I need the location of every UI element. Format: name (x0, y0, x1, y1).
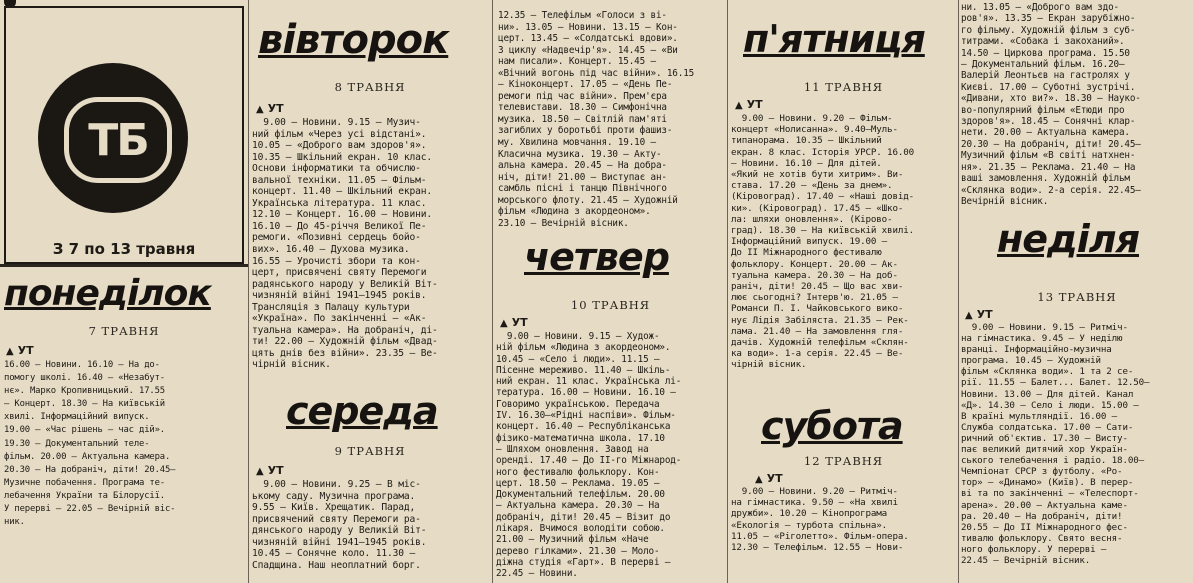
day-date: 8 ТРАВНЯ (334, 80, 406, 94)
column-5 (961, 0, 1193, 583)
day-friday (731, 16, 956, 371)
day-title: вівторок (258, 17, 449, 63)
day-date: 13 ТРАВНЯ (1037, 290, 1117, 304)
column-rule (958, 0, 959, 583)
day-saturday (731, 404, 956, 553)
column-1 (0, 0, 248, 583)
channel-label: ▲ УТ (965, 308, 993, 321)
channel-label: ▲ УТ (6, 344, 34, 357)
tv-logo-block (4, 6, 244, 264)
day-title: субота (761, 404, 903, 448)
program-listing: 9.00 — Новини. 9.15 — Худож- ній фільм «Людина з акордеоном». 10.45 — «Село і люди». 11.15 — Пісенне мереживо. 11.40 — Шкіль- ний екран. 11 клас. Українська лі- тература. 16.00 — Новини. 16.10 — Говоримо українською. Передача IV. 16.30—«Рідні наспіви». Фільм- концерт. 16.40 — Республіканська фізико-математична школа. 17.10 — Шляхом оновлення. Завод на оренді. 17.40 — До ІІ-го Міжнарод- ного фестивалю фольклору. Кон- церт. 18.50 — Реклама. 19.05 — Документальний телефільм. 20.00 — Актуальна камера. 20.30 — На добраніч, діти! 20.45 — Візит до лікаря. Вчимося володіти собою. 21.00 — Музичний фільм «Наче дерево гілками». 21.30 — Моло- діжна студія «Гарт». В перерві — 22.45 — Новини. (496, 331, 682, 580)
day-title: неділя (997, 217, 1139, 261)
day-title: п'ятниця (743, 17, 925, 61)
day-title: понеділок (4, 273, 211, 314)
day-tuesday (252, 16, 488, 371)
day-date: 10 ТРАВНЯ (570, 298, 651, 312)
program-listing: 9.00 — Новини. 9.15 — Музич- ний фільм «Через усі відстані». 10.05 — «Доброго вам здоров'я». 10.35 — Шкільний екран. 10 клас. Основи інформатики та обчислю- вальної техніки. 11.05 — Фільм- концерт. 11.40 — Шкільний екран. Українська література. 11 клас. 12.10 — Концерт. 16.00 — Новини. 16.10 — До 45-річчя Великої Пе- ремоги. «Позивні сердець бойо- вих». 16.40 — Духова музика. 16.55 — Урочисті збори та кон- церт, присвячені святу Перемоги радянського народу у Великій Віт- чизняній війні 1941—1945 років. Трансляція з Палацу культури «Україна». По закінченні — «Ак- туальна камера». На добраніч, ді- ти! 22.00 — Художній фільм «Двад- цять днів без війни». 23.35 — Ве- чірній вісник. (252, 117, 438, 371)
tv-logo-icon (38, 63, 188, 213)
day-sunday (961, 216, 1193, 566)
program-listing: 9.00 — Новини. 9.20 — Фільм- концерт «Нолисанна». 9.40—Муль- типанорама. 10.35 — Шкільний екран. 8 клас. Історія УРСР. 16.00 — Новини. 16.10 — Для дітей. «Який не хотів бути хитрим». Ви- става. 17.20 — «День за днем». (Кіровоград). 17.40 — «Наші довід- ки». (Кіровоград). 17.45 — «Шко- ла: шляхи оновлення». (Кірово- град). 18.30 — На київській хвилі. Інформаційний випуск. 19.00 — До ІІ Міжнародного фестивалю фольклору. Концерт. 20.00 — Ак- туальна камера. 20.30 — На доб- раніч, діти! 20.45 — Що вас хви- лює сьогодні? Інтерв'ю. 21.05 — Романси П. І. Чайковського вико- нує Лідія Забіляста. 21.35 — Рек- лама. 21.40 — На замовлення гля- дачів. Художній телефільм «Склян- ка води». 1-а серія. 22.45 — Ве- чірній вісник. (731, 113, 914, 371)
day-date: 7 ТРАВНЯ (88, 324, 160, 338)
channel-label: ▲ УТ (735, 98, 763, 111)
program-listing: 9.00 — Новини. 9.20 — Ритміч- на гімнастика. 9.50 — «На хвилі дружби». 10.20 — Кінопрограма «Екологія — турбота спільна». 11.05 — «Ріголетто». Фільм-опера. 12.30 — Телефільм. 12.55 — Нови- (731, 486, 909, 554)
triangle-icon: ▲ (735, 100, 743, 111)
program-listing: 9.00 — Новини. 9.15 — Ритміч- на гімнастика. 9.45 — У неділю вранці. Інформаційно-музична програма. 10.45 — Художній фільм «Склянка води». 1 та 2 се- рії. 11.55 — Балет... Балет. 12.50— Новини. 13.00 — Для дітей. Канал «Д». 14.30 — Село і люди. 15.00 — В країні мультляндії. 16.00 — Служба солдатська. 17.00 — Сати- ричний об'єктив. 17.30 — Висту- пає великий дитячий хор Україн- ського телебачення і радіо. 18.00— Чемпіонат СРСР з футболу. «Ро- тор» — «Динамо» (Київ). В перер- ві та по закінченні — «Телеспорт- арена». 20.00 — Актуальна каме- ра. 20.40 — На добраніч, діти! 20.55 — До ІІ Міжнародного фес- тивалю фольклору. Свято весня- ного фольклору. У перерві — 22.45 — Вечірній вісник. (961, 322, 1150, 566)
channel-label: ▲ УТ (256, 102, 284, 115)
program-listing: 9.00 — Новини. 9.25 — В міс- ькому саду. Музична програма. 9.55 — Київ. Хрещатик. Парад, присвячений святу Перемоги ра- дянського народу у Великій Віт- чизняній війні 1941—1945 років. 10.45 — Сонячне коло. 11.30 — Спадщина. Наш неоплатний борг. (252, 479, 427, 571)
section-divider (0, 264, 248, 267)
channel-label: ▲ УТ (755, 472, 783, 485)
triangle-icon: ▲ (256, 466, 264, 477)
channel-label: ▲ УТ (500, 316, 528, 329)
tv-logo-frame (64, 97, 172, 183)
day-title: середа (286, 389, 438, 433)
column-4 (731, 0, 956, 583)
day-date: 9 ТРАВНЯ (334, 444, 406, 458)
channel-label: ▲ УТ (256, 464, 284, 477)
tv-logo-text: ТБ (88, 114, 148, 166)
triangle-icon: ▲ (6, 346, 14, 357)
column-2 (252, 0, 490, 583)
week-dates: З 7 по 13 травня (52, 240, 196, 258)
column-rule (248, 0, 249, 583)
program-listing: 16.00 — Новини. 16.10 — На до- помогу школі. 16.40 — «Незабут- нє». Марко Кропивницький. 17.55 — Концерт. 18.30 — На київській хвилі. Інформаційний випуск. 19.00 — «Час рішень — час дій». 19.30 — Документальний теле- фільм. 20.00 — Актуальна камера. 20.30 — На добраніч, діти! 20.45— Музичне побачення. Програма те- лебачення України та Білорусії. У перерві — 22.05 — Вечірній віс- ник. (4, 360, 176, 528)
day-title: четвер (524, 235, 669, 279)
triangle-icon: ▲ (755, 474, 763, 485)
day-monday (4, 272, 244, 529)
program-listing-continued: 12.35 — Телефільм «Голоси з ві- ни». 13.05 — Новини. 13.15 — Кон- церт. 13.45 — «Солдатські вдови». З циклу «Надвечір'я». 14.45 — «Ви нам писали». Концерт. 15.45 — «Вічний вогонь під час війни». 16.15 — Кіноконцерт. 17.05 — «День Пе- ремоги під час війни». Прем'єра телевистави. 18.30 — Симфонічна музика. 18.50 — Світлій пам'яті загиблих у боротьбі проти фашиз- му. Хвилина мовчання. 19.10 — Класична музика. 19.30 — Акту- альна камера. 20.45 — На добра- ніч, діти! 21.00 — Виступає ан- самбль пісні і танцю Північного морського флоту. 21.45 — Художній фільм «Людина з акордеоном». 23.10 — Вечірній вісник. (498, 10, 695, 229)
day-thursday (496, 234, 725, 580)
triangle-icon: ▲ (256, 104, 264, 115)
column-3 (496, 0, 725, 583)
day-wednesday (252, 388, 488, 571)
program-listing-continued: ни. 13.05 — «Доброго вам здо- ров'я». 13.35 — Екран зарубіжно- го фільму. Художній фільм з суб- титрами. «Собака і закоханий». 14.50 — Циркова програма. 15.50 — Документальний фільм. 16.20— Валерій Леонтьєв на гастролях у Києві. 17.00 — Суботні зустрічі. «Дивани, хто ви?». 18.30 — Науко- во-популярний фільм «Етюди про здоров'я». 18.45 — Сонячні клар- нети. 20.00 — Актуальна камера. 20.30 — На добраніч, діти! 20.45— Музичний фільм «В світі натхнен- ня». 21.35 — Реклама. 21.40 — На ваші замовлення. Художній фільм «Склянка води». 2-а серія. 22.45— Вечірній вісник. (961, 2, 1141, 207)
triangle-icon: ▲ (965, 310, 973, 321)
day-date: 12 ТРАВНЯ (803, 454, 884, 468)
triangle-icon: ▲ (500, 318, 508, 329)
day-date: 11 ТРАВНЯ (803, 80, 884, 94)
column-rule (727, 0, 728, 583)
column-rule (492, 0, 493, 583)
